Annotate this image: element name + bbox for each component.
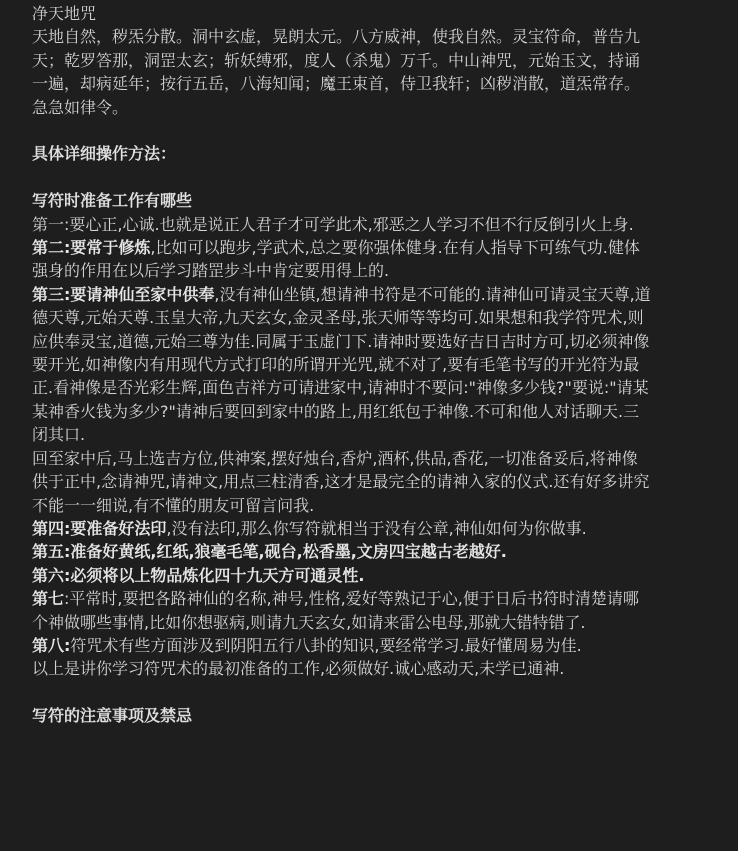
step-3-cont: 闭其口. bbox=[32, 425, 86, 445]
step-4 bbox=[32, 517, 726, 540]
closing-text: 以上是讲你学习符咒术的最初准备的工作,必须做好.诚心感动天,未学已通神. bbox=[32, 659, 565, 679]
step-3-cont: 德天尊,元始天尊.玉皇大帝,九天玄女,金灵圣母,张天师等等均可.如果想和我学符咒术,则 bbox=[32, 308, 644, 328]
step-3-text: ,没有神仙坐镇,想请神书符是不可能的.请神仙可请灵宝天尊,道 bbox=[214, 284, 651, 304]
step-7-text: :平常时,要把各路神仙的名称,神号,性格,爱好等熟记于心,便于日后书符时清楚请哪 bbox=[64, 589, 639, 609]
step-1: 第一:要心正,心诚.也就是说正人君子才可学此术,邪恶之人学习不但不行反倒引火上身. bbox=[32, 214, 634, 234]
step-3-cont: 应供奉灵宝,道德,元始三尊为佳.同属于玉虚门下.请神时要选好吉日吉时方可,切必须神像 bbox=[32, 331, 650, 351]
step-4-text: ,没有法印,那么你写符就相当于没有公章,神仙如何为你做事. bbox=[166, 518, 587, 538]
step-5-label: 第五:准备好黄纸,红纸,狼毫毛笔,砚台,松香墨,文房四宝越古老越好. bbox=[32, 542, 507, 562]
step-2 bbox=[32, 236, 726, 259]
step-8-label: 第八: bbox=[32, 635, 71, 655]
step-3-cont: 某神香火钱为多少?"请神后要回到家中的路上,用红纸包于神像.不可和他人对话聊天.三 bbox=[32, 401, 640, 421]
step-4-label: 第四:要准备好法印 bbox=[32, 518, 167, 538]
return-home-text: 供于正中,念请神咒,请神文,用点三柱清香,这才是最完全的请神入家的仪式.还有好多讲究 bbox=[32, 472, 650, 492]
incantation-line: 急急如律令。 bbox=[32, 97, 129, 117]
step-2-text: ,比如可以跑步,学武术,总之要你强体健身.在有人指导下可练气功.健体 bbox=[150, 238, 640, 258]
step-7-label: 第七 bbox=[32, 589, 65, 609]
spacer bbox=[32, 166, 726, 189]
return-home-text: 回至家中后,马上选吉方位,供神案,摆好烛台,香炉,酒杯,供品,香花,一切准备妥后,将神像 bbox=[32, 448, 638, 468]
return-home-text: 不能一一细说,有不懂的朋友可留言问我. bbox=[32, 495, 315, 515]
incantation-title: 净天地咒 bbox=[32, 4, 97, 23]
prep-heading: 写符时准备工作有哪些 bbox=[32, 191, 193, 211]
step-7-cont: 个神做哪些事情,比如你想驱病,则请九天玄女,如请来雷公电母,那就大错特错了. bbox=[32, 612, 586, 632]
incantation-line: 天；乾罗答那，洞罡太玄；斩妖缚邪，度人（杀鬼）万千。中山神咒，元始玉文，持诵 bbox=[32, 50, 641, 70]
step-6-label: 第六:必须将以上物品炼化四十九天方可通灵性. bbox=[32, 565, 365, 585]
step-3-label: 第三:要请神仙至家中供奉 bbox=[32, 284, 215, 304]
method-heading: 具体详细操作方法： bbox=[32, 144, 177, 164]
cautions-heading: 写符的注意事项及禁忌 bbox=[32, 706, 193, 726]
step-8 bbox=[32, 634, 726, 657]
incantation-line: 一遍，却病延年；按行五岳，八海知闻；魔王束首，侍卫我轩；凶秽消散，道炁常存。 bbox=[32, 74, 641, 94]
spacer bbox=[32, 681, 726, 704]
step-3 bbox=[32, 283, 726, 306]
step-2-label: 第二:要常于修炼 bbox=[32, 238, 151, 258]
step-7 bbox=[32, 587, 726, 610]
step-5 bbox=[32, 540, 726, 563]
step-8-text: 符咒术有些方面涉及到阴阳五行八卦的知识,要经常学习.最好懂周易为佳. bbox=[70, 635, 582, 655]
incantation-line: 天地自然，秽炁分散。洞中玄虚，晃朗太元。八方威神，使我自然。灵宝符命，普告九 bbox=[32, 27, 641, 47]
step-6 bbox=[32, 564, 726, 587]
step-2-cont: 强身的作用在以后学习踏罡步斗中肯定要用得上的. bbox=[32, 261, 390, 281]
step-3-cont: 正.看神像是否光彩生辉,面色吉祥方可请进家中,请神时不要问:"神像多少钱?"要说:"请某 bbox=[32, 378, 649, 398]
spacer bbox=[32, 119, 726, 142]
step-3-cont: 要开光,如神像内有用现代方式打印的所谓开光咒,就不对了,要有毛笔书写的开光符为最 bbox=[32, 355, 640, 375]
